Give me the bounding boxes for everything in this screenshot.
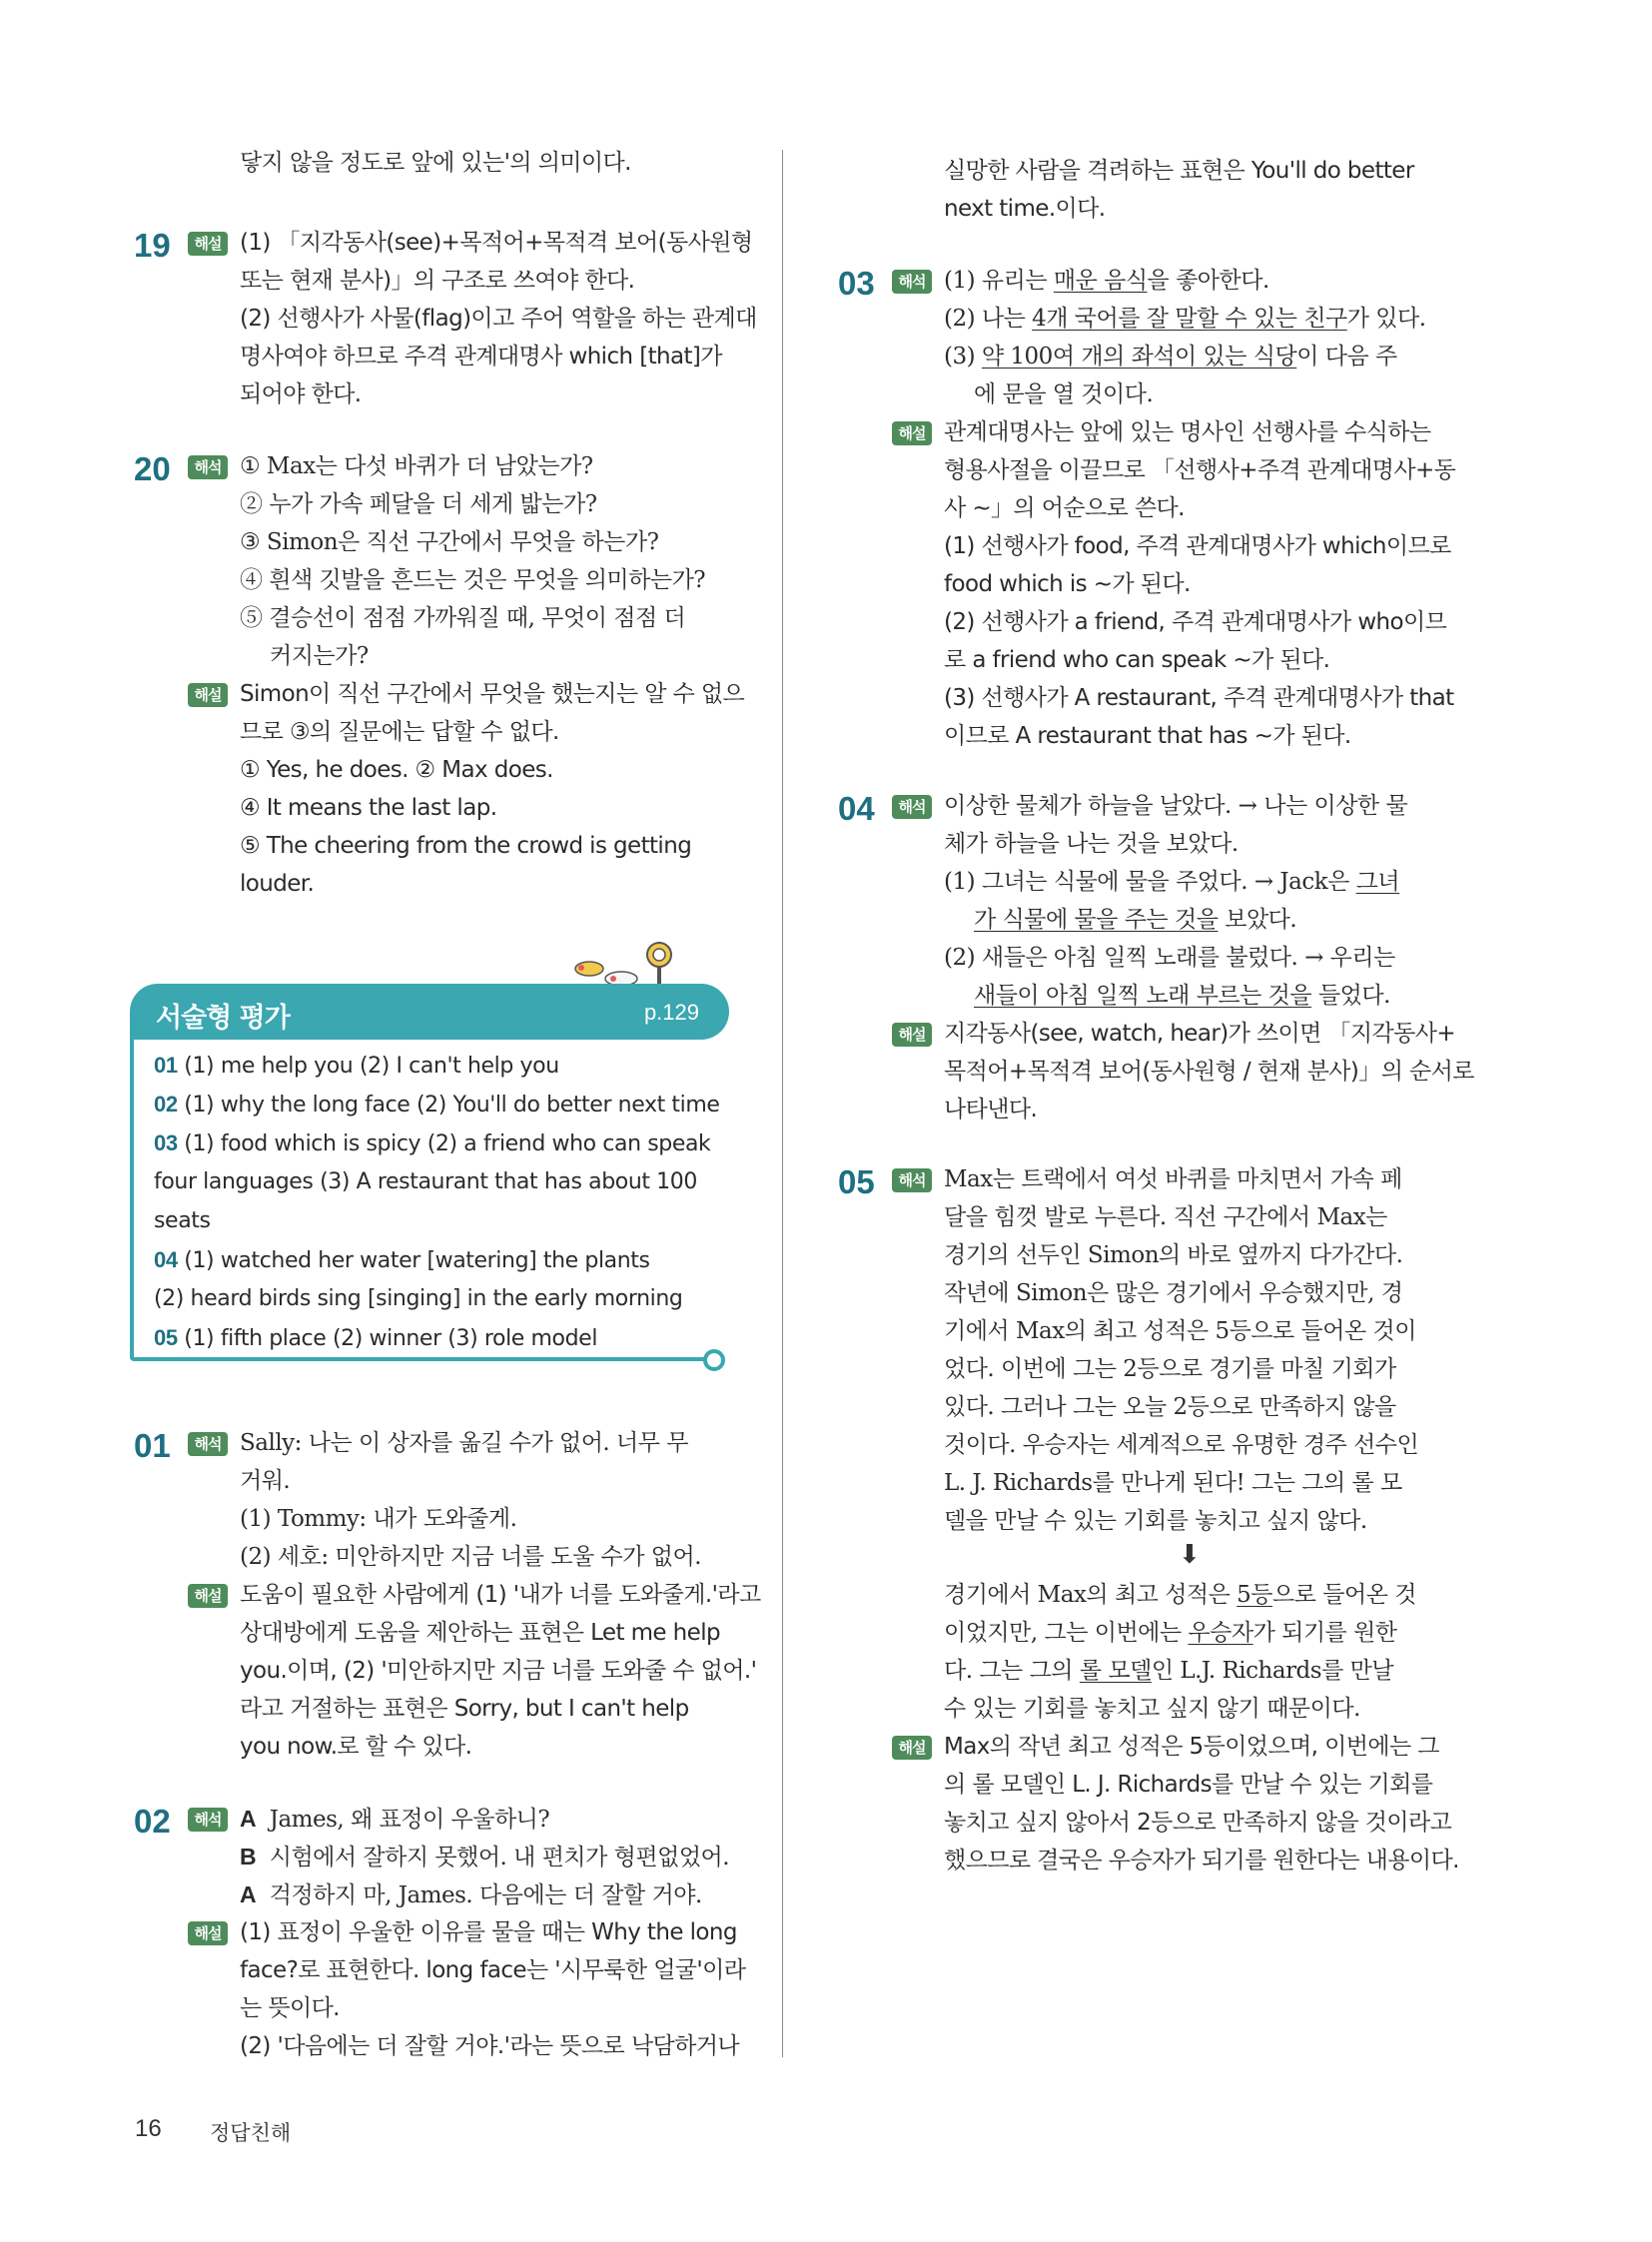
translation-line: ⑤ 결승선이 점점 가까워질 때, 무엇이 점점 더 bbox=[240, 605, 686, 631]
page-number: 16 bbox=[135, 2115, 162, 2142]
answer-key-line: 01 (1) me help you (2) I can't help you bbox=[154, 1053, 559, 1079]
translation-line: (2) 나는 4개 국어를 잘 말할 수 있는 친구가 있다. bbox=[944, 306, 1426, 332]
summary-line: 수 있는 기회를 놓치고 싶지 않기 때문이다. bbox=[944, 1696, 1360, 1722]
explanation-line: (1) 표정이 우울한 이유를 물을 때는 Why the long bbox=[240, 1919, 737, 1945]
explanation-line: 목적어+목적격 보어(동사원형 / 현재 분사)」의 순서로 bbox=[944, 1059, 1474, 1085]
explanation-line: Max의 작년 최고 성적은 5등이었으며, 이번에는 그 bbox=[944, 1734, 1439, 1760]
evaluation-page-ref: p.129 bbox=[643, 1000, 699, 1025]
explanation-badge: 해설 bbox=[188, 1921, 228, 1945]
translation-badge: 해석 bbox=[892, 795, 932, 819]
explanation-line: you now.로 할 수 있다. bbox=[240, 1734, 472, 1760]
question-number: 05 bbox=[838, 1163, 875, 1200]
explanation-line: (3) 선행사가 A restaurant, 주격 관계대명사가 that bbox=[944, 685, 1454, 711]
explanation-line: face?로 표현한다. long face는 '시무룩한 얼굴'이라 bbox=[240, 1957, 746, 1983]
explanation-line: 로 a friend who can speak ~가 된다. bbox=[944, 647, 1330, 673]
translation-line: 기에서 Max의 최고 성적은 5등으로 들어온 것이 bbox=[944, 1318, 1416, 1344]
evaluation-title: 서술형 평가 bbox=[156, 1003, 290, 1034]
answer-line: (2) 선행사가 사물(flag)이고 주어 역할을 하는 관계대 bbox=[240, 306, 757, 332]
intro-text: next time.이다. bbox=[944, 196, 1106, 222]
translation-line: 었다. 이번에 그는 2등으로 경기를 마칠 기회가 bbox=[944, 1356, 1396, 1382]
answer-line: 또는 현재 분사)」의 구조로 쓰여야 한다. bbox=[240, 268, 635, 294]
explanation-badge: 해설 bbox=[188, 683, 228, 707]
summary-line: 다. 그는 그의 롤 모델인 L.J. Richards를 만날 bbox=[944, 1658, 1394, 1684]
translation-line: 경기의 선두인 Simon의 바로 옆까지 다가간다. bbox=[944, 1242, 1403, 1268]
translation-badge: 해석 bbox=[892, 270, 932, 294]
intro-text: 실망한 사람을 격려하는 표현은 You'll do better bbox=[944, 158, 1414, 184]
translation-line: 이상한 물체가 하늘을 날았다. → 나는 이상한 물 bbox=[944, 793, 1408, 819]
translation-badge: 해석 bbox=[188, 455, 228, 479]
intro-text: 닿지 않을 정도로 앞에 있는'의 의미이다. bbox=[240, 150, 631, 176]
explanation-line: 상대방에게 도움을 제안하는 표현은 Let me help bbox=[240, 1620, 720, 1646]
explanation-line: food which is ~가 된다. bbox=[944, 571, 1191, 597]
translation-line: ② 누가 가속 페달을 더 세게 밟는가? bbox=[240, 491, 597, 517]
question-number: 20 bbox=[134, 450, 171, 487]
translation-line: 에 문을 열 것이다. bbox=[974, 381, 1154, 407]
explanation-badge: 해설 bbox=[188, 1584, 228, 1608]
translation-badge: 해석 bbox=[188, 1432, 228, 1456]
explanation-line: ④ It means the last lap. bbox=[240, 795, 497, 821]
explanation-badge: 해설 bbox=[188, 232, 228, 256]
explanation-badge: 해설 bbox=[892, 1736, 932, 1760]
answer-line: 명사여야 하므로 주격 관계대명사 which [that]가 bbox=[240, 344, 722, 370]
translation-line: 달을 힘껏 발로 누른다. 직선 구간에서 Max는 bbox=[944, 1204, 1387, 1230]
footer-label: 정답친해 bbox=[210, 2121, 292, 2145]
translation-line: (1) Tommy: 내가 도와줄게. bbox=[240, 1506, 517, 1532]
translation-line: (1) 유리는 매운 음식을 좋아한다. bbox=[944, 268, 1269, 294]
translation-line: 새들이 아침 일찍 노래 부르는 것을 들었다. bbox=[974, 983, 1390, 1009]
explanation-badge: 해설 bbox=[892, 421, 932, 445]
summary-line: 경기에서 Max의 최고 성적은 5등으로 들어온 것 bbox=[944, 1582, 1416, 1608]
answer-key-line: 04 (1) watched her water [watering] the plants bbox=[154, 1247, 650, 1273]
explanation-line: (2) '다음에는 더 잘할 거야.'라는 뜻으로 낙담하거나 bbox=[240, 2033, 739, 2059]
answer-line: (1) 「지각동사(see)+목적어+목적격 보어(동사원형 bbox=[240, 230, 753, 256]
translation-line: 거워. bbox=[240, 1468, 291, 1494]
translation-badge: 해석 bbox=[892, 1168, 932, 1192]
question-number: 03 bbox=[838, 265, 875, 302]
question-number: 01 bbox=[134, 1427, 171, 1464]
explanation-line: 형용사절을 이끌므로 「선행사+주격 관계대명사+동 bbox=[944, 457, 1456, 483]
explanation-line: (2) 선행사가 a friend, 주격 관계대명사가 who이므 bbox=[944, 609, 1447, 635]
translation-badge: 해석 bbox=[188, 1808, 228, 1832]
translation-line: 것이다. 우승자는 세계적으로 유명한 경주 선수인 bbox=[944, 1432, 1419, 1458]
explanation-line: 의 롤 모델인 L. J. Richards를 만날 수 있는 기회를 bbox=[944, 1772, 1433, 1798]
dialog-line: B 시험에서 잘하지 못했어. 내 편치가 형편없었어. bbox=[240, 1844, 730, 1870]
explanation-line: 므로 ③의 질문에는 답할 수 없다. bbox=[240, 719, 559, 745]
explanation-line: 지각동사(see, watch, hear)가 쓰이면 「지각동사+ bbox=[944, 1021, 1456, 1047]
explanation-line: 관계대명사는 앞에 있는 명사인 선행사를 수식하는 bbox=[944, 419, 1431, 445]
arrow-down-icon: ⬇ bbox=[1179, 1540, 1201, 1570]
question-number: 04 bbox=[838, 790, 875, 827]
explanation-line: 사 ~」의 어순으로 쓴다. bbox=[944, 495, 1185, 521]
dialog-line: A James, 왜 표정이 우울하니? bbox=[240, 1806, 550, 1833]
answer-key-line: 05 (1) fifth place (2) winner (3) role model bbox=[154, 1325, 598, 1351]
answer-key-line: 03 (1) food which is spicy (2) a friend who can speak bbox=[154, 1130, 711, 1156]
answer-key-line: four languages (3) A restaurant that has about 100 bbox=[154, 1169, 697, 1194]
translation-line: Sally: 나는 이 상자를 옮길 수가 없어. 너무 무 bbox=[240, 1430, 688, 1456]
answer-key-line: seats bbox=[154, 1208, 211, 1233]
translation-line: 체가 하늘을 나는 것을 보았다. bbox=[944, 831, 1239, 857]
translation-line: Max는 트랙에서 여섯 바퀴를 마치면서 가속 페 bbox=[944, 1166, 1402, 1192]
evaluation-header bbox=[130, 984, 729, 1040]
explanation-line: you.이며, (2) '미안하지만 지금 너를 도와줄 수 없어.' bbox=[240, 1658, 757, 1684]
translation-line: 작년에 Simon은 많은 경기에서 우승했지만, 경 bbox=[944, 1280, 1403, 1306]
translation-line: 커지는가? bbox=[270, 643, 369, 669]
translation-line: ④ 흰색 깃발을 흔드는 것은 무엇을 의미하는가? bbox=[240, 567, 706, 593]
translation-line: (2) 세호: 미안하지만 지금 너를 도울 수가 없어. bbox=[240, 1544, 702, 1570]
explanation-line: 놓치고 싶지 않아서 2등으로 만족하지 않을 것이라고 bbox=[944, 1810, 1452, 1836]
explanation-line: (1) 선행사가 food, 주격 관계대명사가 which이므로 bbox=[944, 533, 1451, 559]
question-number: 19 bbox=[134, 227, 171, 264]
translation-line: 가 식물에 물을 주는 것을 보았다. bbox=[974, 907, 1297, 933]
column-divider bbox=[782, 150, 783, 2057]
question-number: 02 bbox=[134, 1803, 171, 1840]
answer-line: 되어야 한다. bbox=[240, 381, 362, 407]
evaluation-border bbox=[130, 1040, 134, 1357]
explanation-line: Simon이 직선 구간에서 무엇을 했는지는 알 수 없으 bbox=[240, 681, 745, 707]
translation-line: (2) 새들은 아침 일찍 노래를 불렀다. → 우리는 bbox=[944, 945, 1395, 971]
dialog-line: A 걱정하지 마, James. 다음에는 더 잘할 거야. bbox=[240, 1881, 702, 1908]
translation-line: (3) 약 100여 개의 좌석이 있는 식당이 다음 주 bbox=[944, 344, 1397, 370]
explanation-line: 이므로 A restaurant that has ~가 된다. bbox=[944, 723, 1351, 749]
explanation-line: 는 뜻이다. bbox=[240, 1995, 340, 2021]
written-evaluation-box bbox=[130, 984, 719, 1375]
translation-line: 있다. 그러나 그는 오늘 2등으로 만족하지 않을 bbox=[944, 1394, 1396, 1420]
translation-line: (1) 그녀는 식물에 물을 주었다. → Jack은 그녀 bbox=[944, 869, 1400, 895]
answer-key-line: 02 (1) why the long face (2) You'll do better next time bbox=[154, 1092, 720, 1118]
translation-line: ③ Simon은 직선 구간에서 무엇을 하는가? bbox=[240, 529, 659, 555]
explanation-badge: 해설 bbox=[892, 1023, 932, 1047]
answer-key-line: (2) heard birds sing [singing] in the early morning bbox=[154, 1286, 683, 1311]
explanation-line: 했으므로 결국은 우승자가 되기를 원한다는 내용이다. bbox=[944, 1848, 1459, 1873]
evaluation-border bbox=[130, 1357, 709, 1361]
explanation-line: ① Yes, he does. ② Max does. bbox=[240, 757, 553, 783]
translation-line: L. J. Richards를 만나게 된다! 그는 그의 롤 모 bbox=[944, 1470, 1402, 1496]
explanation-line: ⑤ The cheering from the crowd is getting bbox=[240, 833, 692, 859]
translation-line: ① Max는 다섯 바퀴가 더 남았는가? bbox=[240, 453, 593, 479]
evaluation-end-dot bbox=[703, 1349, 725, 1371]
explanation-line: 나타낸다. bbox=[944, 1097, 1038, 1122]
explanation-line: louder. bbox=[240, 871, 315, 897]
translation-line: 델을 만날 수 있는 기회를 놓치고 싶지 않다. bbox=[944, 1508, 1367, 1534]
explanation-line: 라고 거절하는 표현은 Sorry, but I can't help bbox=[240, 1696, 689, 1722]
explanation-line: 도움이 필요한 사람에게 (1) '내가 너를 도와줄게.'라고 bbox=[240, 1582, 761, 1608]
summary-line: 이었지만, 그는 이번에는 우승자가 되기를 원한 bbox=[944, 1620, 1397, 1646]
